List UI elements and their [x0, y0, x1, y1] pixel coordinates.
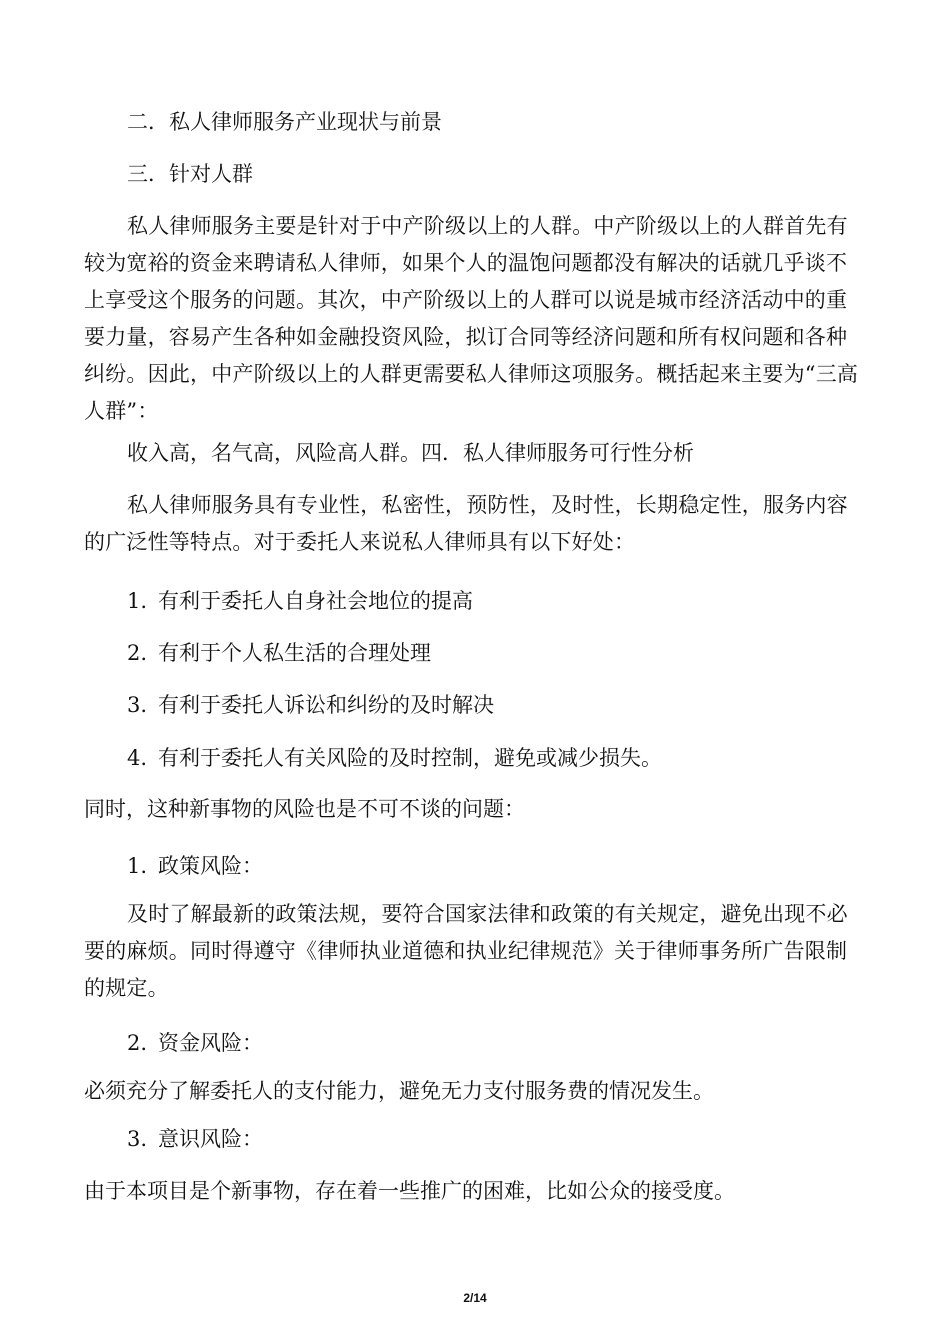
list-text: 有利于委托人自身社会地位的提高 [158, 589, 473, 613]
list-number: 1. [127, 854, 148, 878]
risk-1-title [127, 851, 263, 881]
list-text: 意识风险： [158, 1127, 263, 1151]
benefit-item-3 [127, 690, 494, 720]
three-high-line: 收入高，名气高，风险高人群。四．私人律师服务可行性分析 [127, 441, 694, 465]
risk-1-body: 及时了解最新的政策法规，要符合国家法律和政策的有关规定，避免出现不必要的麻烦。同时得遵守《律师执业道德和执业纪律规范》关于律师事务所广告限制的规定。 [84, 902, 848, 1000]
paragraph-target-group: 私人律师服务主要是针对于中产阶级以上的人群。中产阶级以上的人群首先有较为宽裕的资金来聘请私人律师，如果个人的温饱问题都没有解决的话就几乎谈不上享受这个服务的问题。其次，中产阶级以上的人群可以说是城市经济活动中的重要力量，容易产生各种如金融投资风险，拟订合同等经济问题和所有权问题和各种纠纷。因此，中产阶级以上的人群更需要私人律师这项服务。概括起来主要为“三高人群”： [84, 214, 859, 423]
list-text: 政策风险： [158, 854, 263, 878]
benefit-item-1 [127, 586, 473, 616]
risk-intro: 同时，这种新事物的风险也是不可不谈的问题： [84, 797, 525, 821]
list-number: 2. [127, 641, 148, 665]
heading-section-3: 三．针对人群 [127, 162, 253, 186]
list-number: 3. [127, 693, 148, 717]
list-text: 有利于委托人诉讼和纠纷的及时解决 [158, 693, 494, 717]
risk-3-body: 由于本项目是个新事物，存在着一些推广的困难，比如公众的接受度。 [84, 1179, 735, 1203]
list-number: 4. [127, 746, 148, 770]
risk-3-title [127, 1124, 263, 1154]
risk-2-title [127, 1028, 263, 1058]
heading-section-2: 二．私人律师服务产业现状与前景 [127, 110, 442, 134]
list-text: 资金风险： [158, 1031, 263, 1055]
list-number: 1. [127, 589, 148, 613]
list-number: 3. [127, 1127, 148, 1151]
list-text: 有利于个人私生活的合理处理 [158, 641, 431, 665]
list-number: 2. [127, 1031, 148, 1055]
page-number: 2/14 [463, 1291, 487, 1305]
paragraph-features: 私人律师服务具有专业性，私密性，预防性，及时性，长期稳定性，服务内容的广泛性等特点。对于委托人来说私人律师具有以下好处： [84, 493, 848, 554]
list-text: 有利于委托人有关风险的及时控制，避免或减少损失。 [158, 746, 662, 770]
risk-2-body: 必须充分了解委托人的支付能力，避免无力支付服务费的情况发生。 [84, 1079, 714, 1103]
benefit-item-2 [127, 638, 431, 668]
benefit-item-4 [127, 743, 662, 773]
